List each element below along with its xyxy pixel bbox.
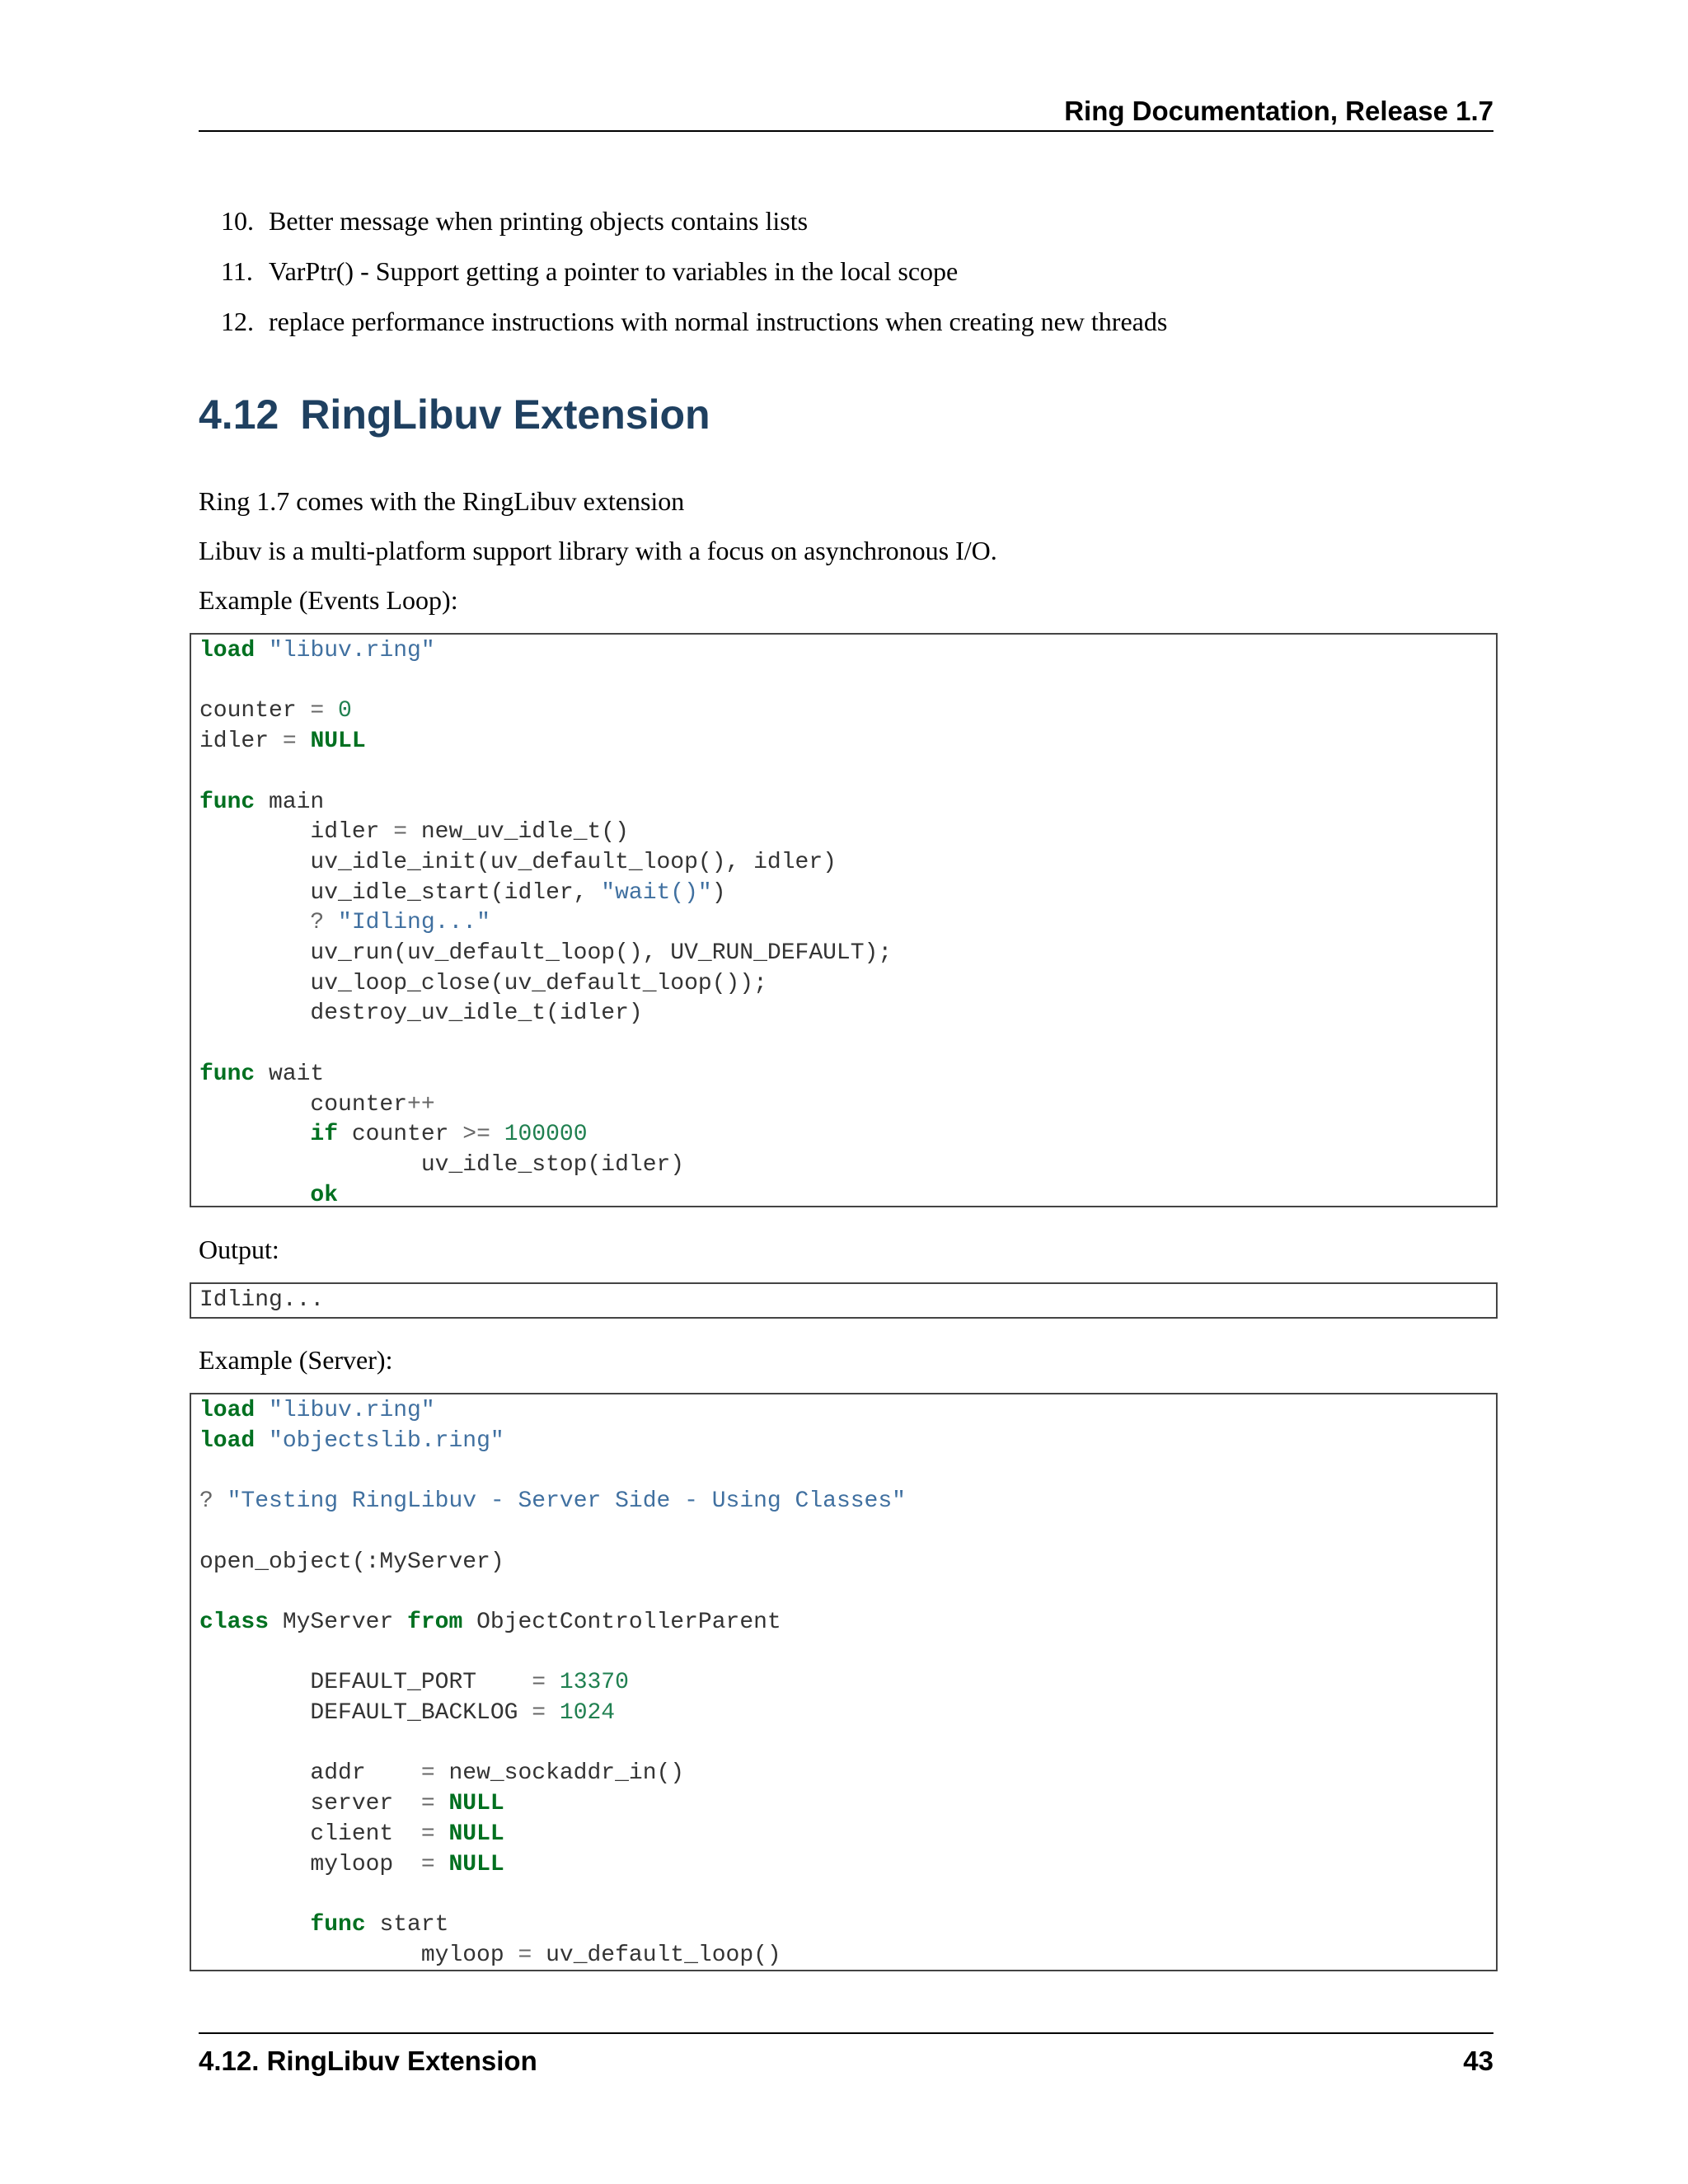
code-token: client: [199, 1821, 421, 1847]
code-token: new_uv_idle_t(): [407, 819, 629, 846]
code-token: if: [310, 1122, 339, 1148]
code-token: [199, 910, 310, 935]
code-token: ?: [199, 1488, 213, 1515]
code-token: "wait()": [601, 879, 712, 906]
code-token: "libuv.ring": [269, 638, 435, 663]
code-token: func: [310, 1911, 366, 1938]
code-token: 13370: [559, 1670, 629, 1696]
code-token: [546, 1670, 560, 1695]
code-token: [199, 1183, 310, 1207]
list-item: [221, 297, 1490, 347]
code-token: [546, 1700, 560, 1726]
code-token: uv_run(uv_default_loop(), UV_RUN_DEFAULT);: [199, 940, 893, 967]
code-token: server: [199, 1791, 421, 1817]
code-token: [213, 1488, 227, 1514]
code-token: [435, 1791, 449, 1816]
code-token: "Idling...": [338, 910, 490, 936]
code-token: main: [255, 789, 325, 815]
code-listing: [191, 635, 1496, 1207]
code-token: =: [420, 1821, 435, 1847]
code-listing: [191, 1284, 1496, 1316]
code-token: DEFAULT_BACKLOG: [199, 1700, 532, 1727]
code-token: ?: [310, 910, 325, 936]
code-token: [324, 910, 338, 935]
code-token: class: [199, 1609, 270, 1635]
code-token: myloop: [199, 1942, 518, 1968]
description-paragraph: Libuv is a multi-platform support library with a focus on asynchronous I/O.: [199, 536, 997, 565]
code-token: =: [420, 1851, 435, 1877]
code-token: [297, 729, 311, 754]
section-heading: [199, 386, 710, 443]
code-token: counter: [199, 698, 311, 724]
code-token: [324, 698, 338, 724]
code-token: [255, 638, 269, 663]
code-token: =: [532, 1670, 546, 1696]
code-token: NULL: [448, 1791, 504, 1817]
code-listing: [191, 1394, 1496, 1971]
code-token: load: [199, 1398, 256, 1423]
code-token: 1024: [559, 1700, 616, 1727]
code-token: new_sockaddr_in(): [434, 1760, 685, 1787]
code-token: addr: [199, 1760, 421, 1787]
code-token: [199, 1912, 310, 1938]
list-item-text: Better message when printing objects contains lists: [269, 206, 809, 236]
code-token: 0: [338, 698, 352, 724]
list-item-number: 11.: [221, 256, 253, 286]
output-label: Output:: [199, 1235, 279, 1264]
code-token: NULL: [448, 1851, 504, 1877]
example-events-loop-label: Example (Events Loop):: [199, 585, 458, 615]
code-token: destroy_uv_idle_t(idler): [199, 1001, 643, 1027]
code-token: load: [199, 1427, 256, 1454]
code-block-output: [190, 1282, 1498, 1319]
code-token: =: [282, 729, 297, 755]
code-token: =: [393, 819, 408, 846]
code-token: [255, 1398, 269, 1423]
code-token: ObjectControllerParent: [462, 1609, 781, 1635]
section-title-text: RingLibuv Extension: [300, 391, 710, 438]
code-token: uv_idle_start(idler,: [199, 879, 602, 906]
list-item: [221, 196, 1490, 246]
code-token: uv_idle_init(uv_default_loop(), idler): [199, 849, 837, 875]
code-token: ok: [310, 1182, 339, 1207]
code-token: >=: [462, 1122, 490, 1148]
list-item-text: replace performance instructions with normal instructions when creating new threads: [269, 307, 1168, 336]
code-token: [199, 1122, 310, 1147]
code-block-events-loop: [190, 633, 1498, 1207]
code-block-server: [190, 1393, 1498, 1971]
code-token: =: [518, 1942, 532, 1968]
code-token: [435, 1821, 449, 1847]
code-token: open_object(:MyServer): [199, 1549, 504, 1575]
code-token: [255, 1428, 269, 1454]
code-token: start: [365, 1911, 449, 1938]
code-token: [490, 1122, 504, 1147]
code-token: myloop: [199, 1851, 421, 1877]
code-token: NULL: [310, 729, 366, 755]
code-token: uv_idle_stop(idler): [199, 1151, 685, 1178]
list-item-number: 12.: [221, 307, 254, 336]
list-item: [221, 246, 1490, 297]
code-token: "Testing RingLibuv - Server Side - Using Classes": [227, 1488, 906, 1515]
code-token: wait: [255, 1061, 325, 1087]
code-token: counter: [338, 1122, 463, 1148]
code-token: NULL: [448, 1821, 504, 1847]
code-token: uv_default_loop(): [532, 1942, 781, 1968]
code-token: idler: [199, 819, 394, 846]
code-token: DEFAULT_PORT: [199, 1670, 532, 1696]
code-token: idler: [199, 729, 283, 755]
document-title: Ring Documentation, Release 1.7: [1064, 96, 1493, 126]
running-footer: [199, 2032, 1493, 2080]
code-token: from: [407, 1609, 463, 1635]
code-token: [435, 1852, 449, 1877]
list-item-text: VarPtr() - Support getting a pointer to variables in the local scope: [269, 256, 959, 286]
page-number: 43: [1463, 2046, 1493, 2076]
intro-paragraph: Ring 1.7 comes with the RingLibuv extension: [199, 486, 685, 516]
code-token: load: [199, 638, 256, 663]
code-token: =: [532, 1700, 546, 1727]
code-token: Idling...: [199, 1287, 325, 1313]
code-token: "libuv.ring": [269, 1398, 435, 1423]
code-token: counter: [199, 1091, 408, 1118]
code-token: =: [420, 1791, 435, 1817]
changes-list: [221, 196, 1490, 347]
code-token: func: [199, 1061, 256, 1087]
code-token: =: [420, 1760, 435, 1787]
section-number: 4.12: [199, 391, 279, 438]
footer-section: 4.12. RingLibuv Extension: [199, 2046, 537, 2076]
code-token: 100000: [504, 1122, 588, 1148]
code-token: "objectslib.ring": [269, 1427, 504, 1454]
list-item-number: 10.: [221, 206, 254, 236]
running-header: [199, 92, 1493, 132]
code-token: ): [711, 879, 726, 906]
code-token: ++: [407, 1091, 435, 1118]
code-token: =: [310, 698, 325, 724]
example-server-label: Example (Server):: [199, 1345, 393, 1375]
code-token: uv_loop_close(uv_default_loop());: [199, 970, 767, 996]
code-token: func: [199, 789, 256, 815]
code-token: MyServer: [269, 1609, 408, 1635]
